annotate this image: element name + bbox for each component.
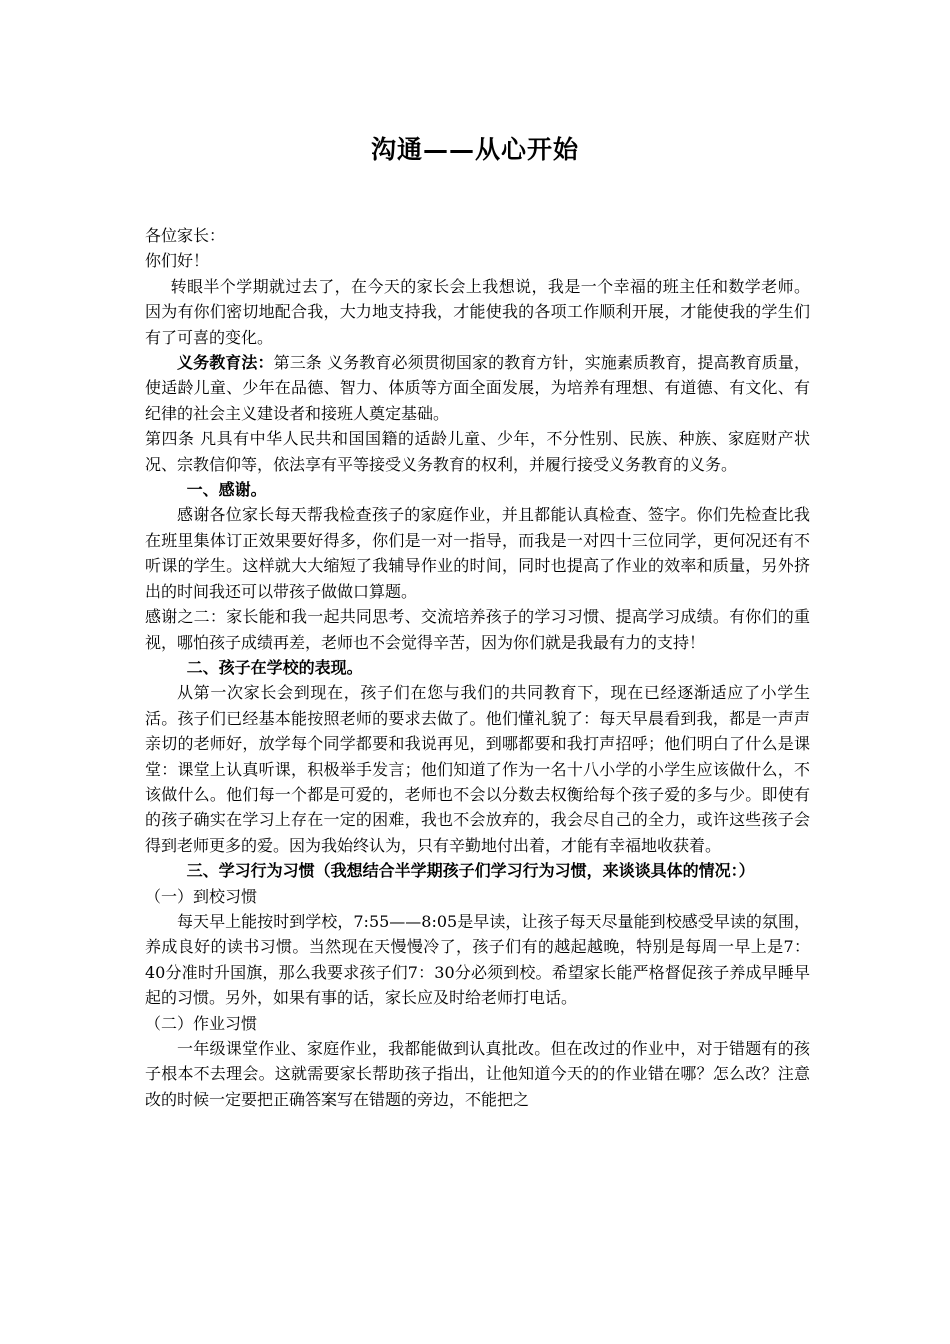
section-paragraph: 每天早上能按时到学校，7:55——8:05是早读，让孩子每天尽量能到校感受早读的氛围，养成良好的读书习惯。当然现在天慢慢冷了，孩子们有的越起越晚，特别是每周一早上是7：40分准时升国旗，那么我要求孩子们7：30分必须到校。希望家长能严格督促孩子养成早睡早起的习惯。另外，如果有事的话，家长应及时给老师打电话。 (145, 911, 810, 1008)
law-paragraph (145, 350, 810, 426)
document-title: 沟通——从心开始 (370, 135, 579, 164)
greeting-line: 你们好！ (145, 251, 210, 271)
section-paragraph: 感谢各位家长每天帮我检查孩子的家庭作业，并且都能认真检查、签字。你们先检查比我在班里集体订正效果要好得多，你们是一对一指导，而我是一对四十三位同学，更何况还有不听课的学生。这样就大大缩短了我辅导作业的时间，同时也提高了作业的效率和质量，另外挤出的时间我还可以带孩子做做口算题。 (145, 505, 810, 601)
section-paragraph: 感谢之二：家长能和我一起共同思考、交流培养孩子的学习习惯、提高学习成绩。有你们的重视，哪怕孩子成绩再差，老师也不会觉得辛苦，因为你们就是我最有力的支持！ (145, 607, 810, 652)
section-paragraph: 一年级课堂作业、家庭作业，我都能做到认真批改。但在改过的作业中，对于错题有的孩子根本不去理会。这就需要家长帮助孩子指出，让他知道今天的的作业错在哪？怎么改？注意改的时候一定要把正确答案写在错题的旁边，不能把之 (145, 1039, 810, 1109)
section-heading: 二、孩子在学校的表现。 (186, 657, 363, 677)
section-heading: 三、学习行为习惯（我想结合半学期孩子们学习行为习惯，来谈谈具体的情况：） (186, 861, 755, 881)
intro-paragraph: 转眼半个学期就过去了，在今天的家长会上我想说，我是一个幸福的班主任和数学老师。因为有你们密切地配合我，大力地支持我，才能使我的各项工作顺利开展，才能使我的学生们有了可喜的变化。 (145, 276, 810, 347)
law-article-3: 第三条 义务教育必须贯彻国家的教育方针，实施素质教育，提高教育质量，使适龄儿童、少年在品德、智力、体质等方面全面发展，为培养有理想、有道德、有文化、有纪律的社会主义建设者和接班人奠定基础。 (145, 353, 810, 423)
section-heading: 一、感谢。 (186, 480, 267, 500)
subsection-heading: （一）到校习惯 (145, 886, 258, 906)
greeting-line: 各位家长： (145, 226, 226, 245)
subsection-heading: （二）作业习惯 (145, 1013, 258, 1033)
document-body (145, 223, 810, 1112)
law-label: 义务教育法： (177, 353, 274, 373)
law-article-4: 第四条 凡具有中华人民共和国国籍的适龄儿童、少年，不分性别、民族、种族、家庭财产状况、宗教信仰等，依法享有平等接受义务教育的权利，并履行接受义务教育的义务。 (145, 429, 810, 474)
section-paragraph: 从第一次家长会到现在，孩子们在您与我们的共同教育下，现在已经逐渐适应了小学生活。孩子们已经基本能按照老师的要求去做了。他们懂礼貌了：每天早晨看到我，都是一声声亲切的老师好，放学每个同学都要和我说再见，到哪都要和我打声招呼；他们明白了什么是课堂：课堂上认真听课，积极举手发言；他们知道了作为一名十八小学的小学生应该做什么，不该做什么。他们每一个都是可爱的，老师也不会以分数去权衡给每个孩子爱的多与少。即使有的孩子确实在学习上存在一定的困难，我也不会放弃的，我会尽自己的全力，或许这些孩子会得到老师更多的爱。因为我始终认为，只有辛勤地付出着，才能有幸福地收获着。 (145, 683, 810, 855)
